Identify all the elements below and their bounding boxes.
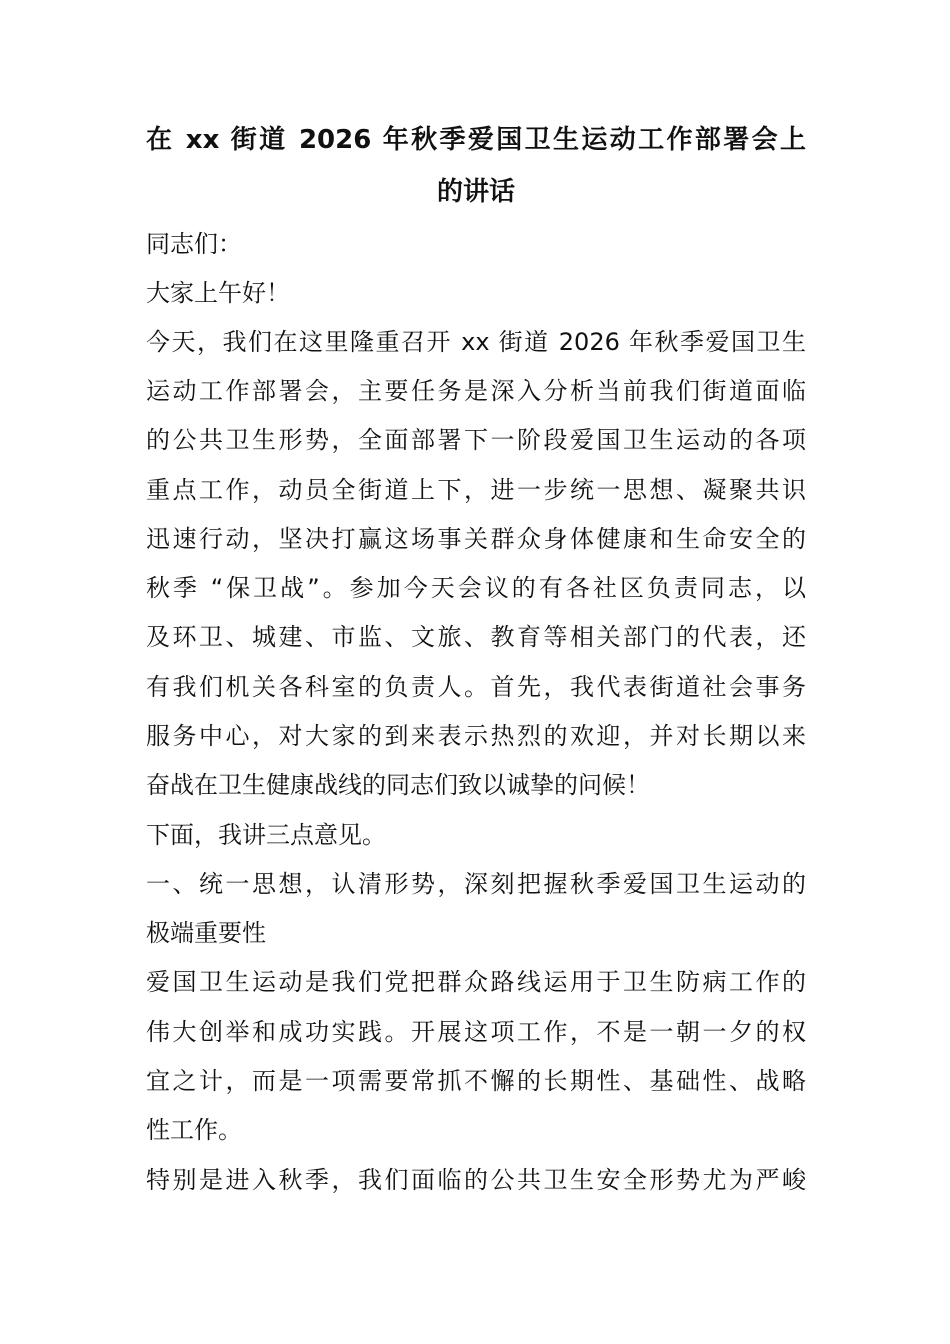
greeting: 大家上午好！ xyxy=(146,279,290,307)
intro-line-2: 运动工作部署会，主要任务是深入分析当前我们街道面临 xyxy=(146,377,806,405)
intro-line-8: 有我们机关各科室的负责人。首先，我代表街道社会事务 xyxy=(146,673,806,701)
section-1-paragraph-2-line-1: 特别是进入秋季，我们面临的公共卫生安全形势尤为严峻 xyxy=(146,1166,806,1194)
section-1-heading-line-2: 极端重要性 xyxy=(146,919,266,947)
section-1-heading-line-1: 一、统一思想，认清形势，深刻把握秋季爱国卫生运动的 xyxy=(146,870,806,898)
section-1-paragraph-1-line-1: 爱国卫生运动是我们党把群众路线运用于卫生防病工作的 xyxy=(146,968,806,996)
intro-line-10: 奋战在卫生健康战线的同志们致以诚挚的问候！ xyxy=(146,771,650,799)
document-title-line-1: 在 xx 街道 2026 年秋季爱国卫生运动工作部署会上 xyxy=(146,125,806,155)
intro-line-6: 秋季 “保卫战”。参加今天会议的有各社区负责同志，以 xyxy=(146,574,806,602)
section-1-paragraph-1-line-2: 伟大创举和成功实践。开展这项工作，不是一朝一夕的权 xyxy=(146,1018,806,1046)
intro-line-1: 今天，我们在这里隆重召开 xx 街道 2026 年秋季爱国卫生 xyxy=(146,328,806,356)
intro-line-3: 的公共卫生形势，全面部署下一阶段爱国卫生运动的各项 xyxy=(146,426,806,454)
section-1-paragraph-1-line-4: 性工作。 xyxy=(146,1116,242,1144)
intro-line-9: 服务中心，对大家的到来表示热烈的欢迎，并对长期以来 xyxy=(146,722,806,750)
salutation: 同志们： xyxy=(146,230,242,258)
section-1-paragraph-1-line-3: 宜之计，而是一项需要常抓不懈的长期性、基础性、战略 xyxy=(146,1067,806,1095)
document-title-line-2: 的讲话 xyxy=(436,177,515,207)
transition-sentence: 下面，我讲三点意见。 xyxy=(146,821,386,849)
intro-line-4: 重点工作，动员全街道上下，进一步统一思想、凝聚共识 xyxy=(146,476,806,504)
intro-line-7: 及环卫、城建、市监、文旅、教育等相关部门的代表，还 xyxy=(146,623,806,651)
intro-line-5: 迅速行动，坚决打赢这场事关群众身体健康和生命安全的 xyxy=(146,525,806,553)
